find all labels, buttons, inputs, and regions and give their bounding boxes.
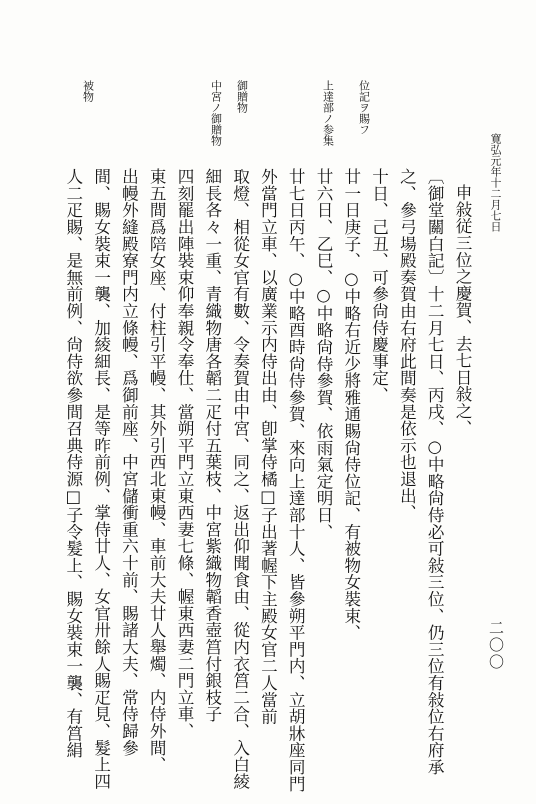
marginal-headnotes bbox=[60, 62, 380, 162]
text-column: 申敍従三位之慶賀、去七日敍之、 bbox=[453, 184, 472, 436]
text-column: 人二疋賜、是無前例、尙侍欲參間召典侍源□子令髮上、賜女裝束一襲、有筥絹 bbox=[63, 168, 83, 759]
text-column: 間、賜女裝束一襲、加綾細長、是等昨前例、掌侍廿人、女官卅餘人賜疋見、髮上四 bbox=[91, 168, 111, 790]
headnote-robes-bestowed: 被物 bbox=[81, 80, 95, 102]
text-column-title: 〔御堂關白記〕十二月七日、丙戌、○中略尙侍必可敍三位、仍三位有敍位右府承 bbox=[425, 168, 445, 776]
headnote-nobles-assemble: 上達部ノ参集 bbox=[321, 80, 335, 146]
text-column: 十日、己丑、可參尙侍慶事定、 bbox=[369, 168, 389, 404]
headnote-imperial-gift: 御贈物 bbox=[235, 80, 249, 113]
main-text bbox=[30, 168, 472, 792]
text-column: 四刻罷出陣裝束仰奉親令奉仕、當朔平門立東西妻七條、幄東西妻二門立車、 bbox=[175, 168, 195, 740]
text-column: 細長各々一重、青織物唐各韜二疋付五葉枝、中宮紫織物韜香壺筥付銀枝子 bbox=[202, 168, 222, 723]
date-heading: 寛弘元年十二月七日 bbox=[489, 133, 502, 232]
text-column: 取燈、相從女官有數、令奏賀由中宮、同之、返出仰聞食由、從内衣筥二合、入白綾 bbox=[230, 168, 250, 790]
text-column: 外當門立車、以廣業示内侍出由、卽掌侍橘□子出著幄下主殿女官二人當前 bbox=[258, 168, 278, 725]
page-number: 二〇〇 bbox=[487, 620, 505, 671]
text-column: 廿六日、乙巳、○中略尙侍參賀、依雨氣定明日、 bbox=[314, 168, 334, 540]
headnote-rank-certificate: 位記ヲ賜フ bbox=[357, 80, 371, 135]
text-column: 廿七日丙午、○中略酉時尙侍參賀、來向上達部十人、皆參朔平門内、立胡牀座同門 bbox=[286, 168, 306, 792]
text-column: 之、參弓場殿奏賀由右府此間奏是依示也退出、 bbox=[397, 168, 417, 521]
text-column: 出幔外縫殿寮門内立條幔、爲御前座、中宮儲衝重六十前、賜諸大夫、常侍歸參 bbox=[119, 168, 139, 756]
text-column: 廿一日庚子、○中略右近少將雅通賜尙侍位記、有被物女裝束、 bbox=[341, 168, 361, 641]
text-column: 東五間爲陪女座、付柱引平幔、其外引西北東幔、車前大夫廿人舉燭、内侍外間、 bbox=[147, 168, 167, 773]
headnote-empress-gift: 中宮ノ御贈物 bbox=[209, 80, 223, 146]
